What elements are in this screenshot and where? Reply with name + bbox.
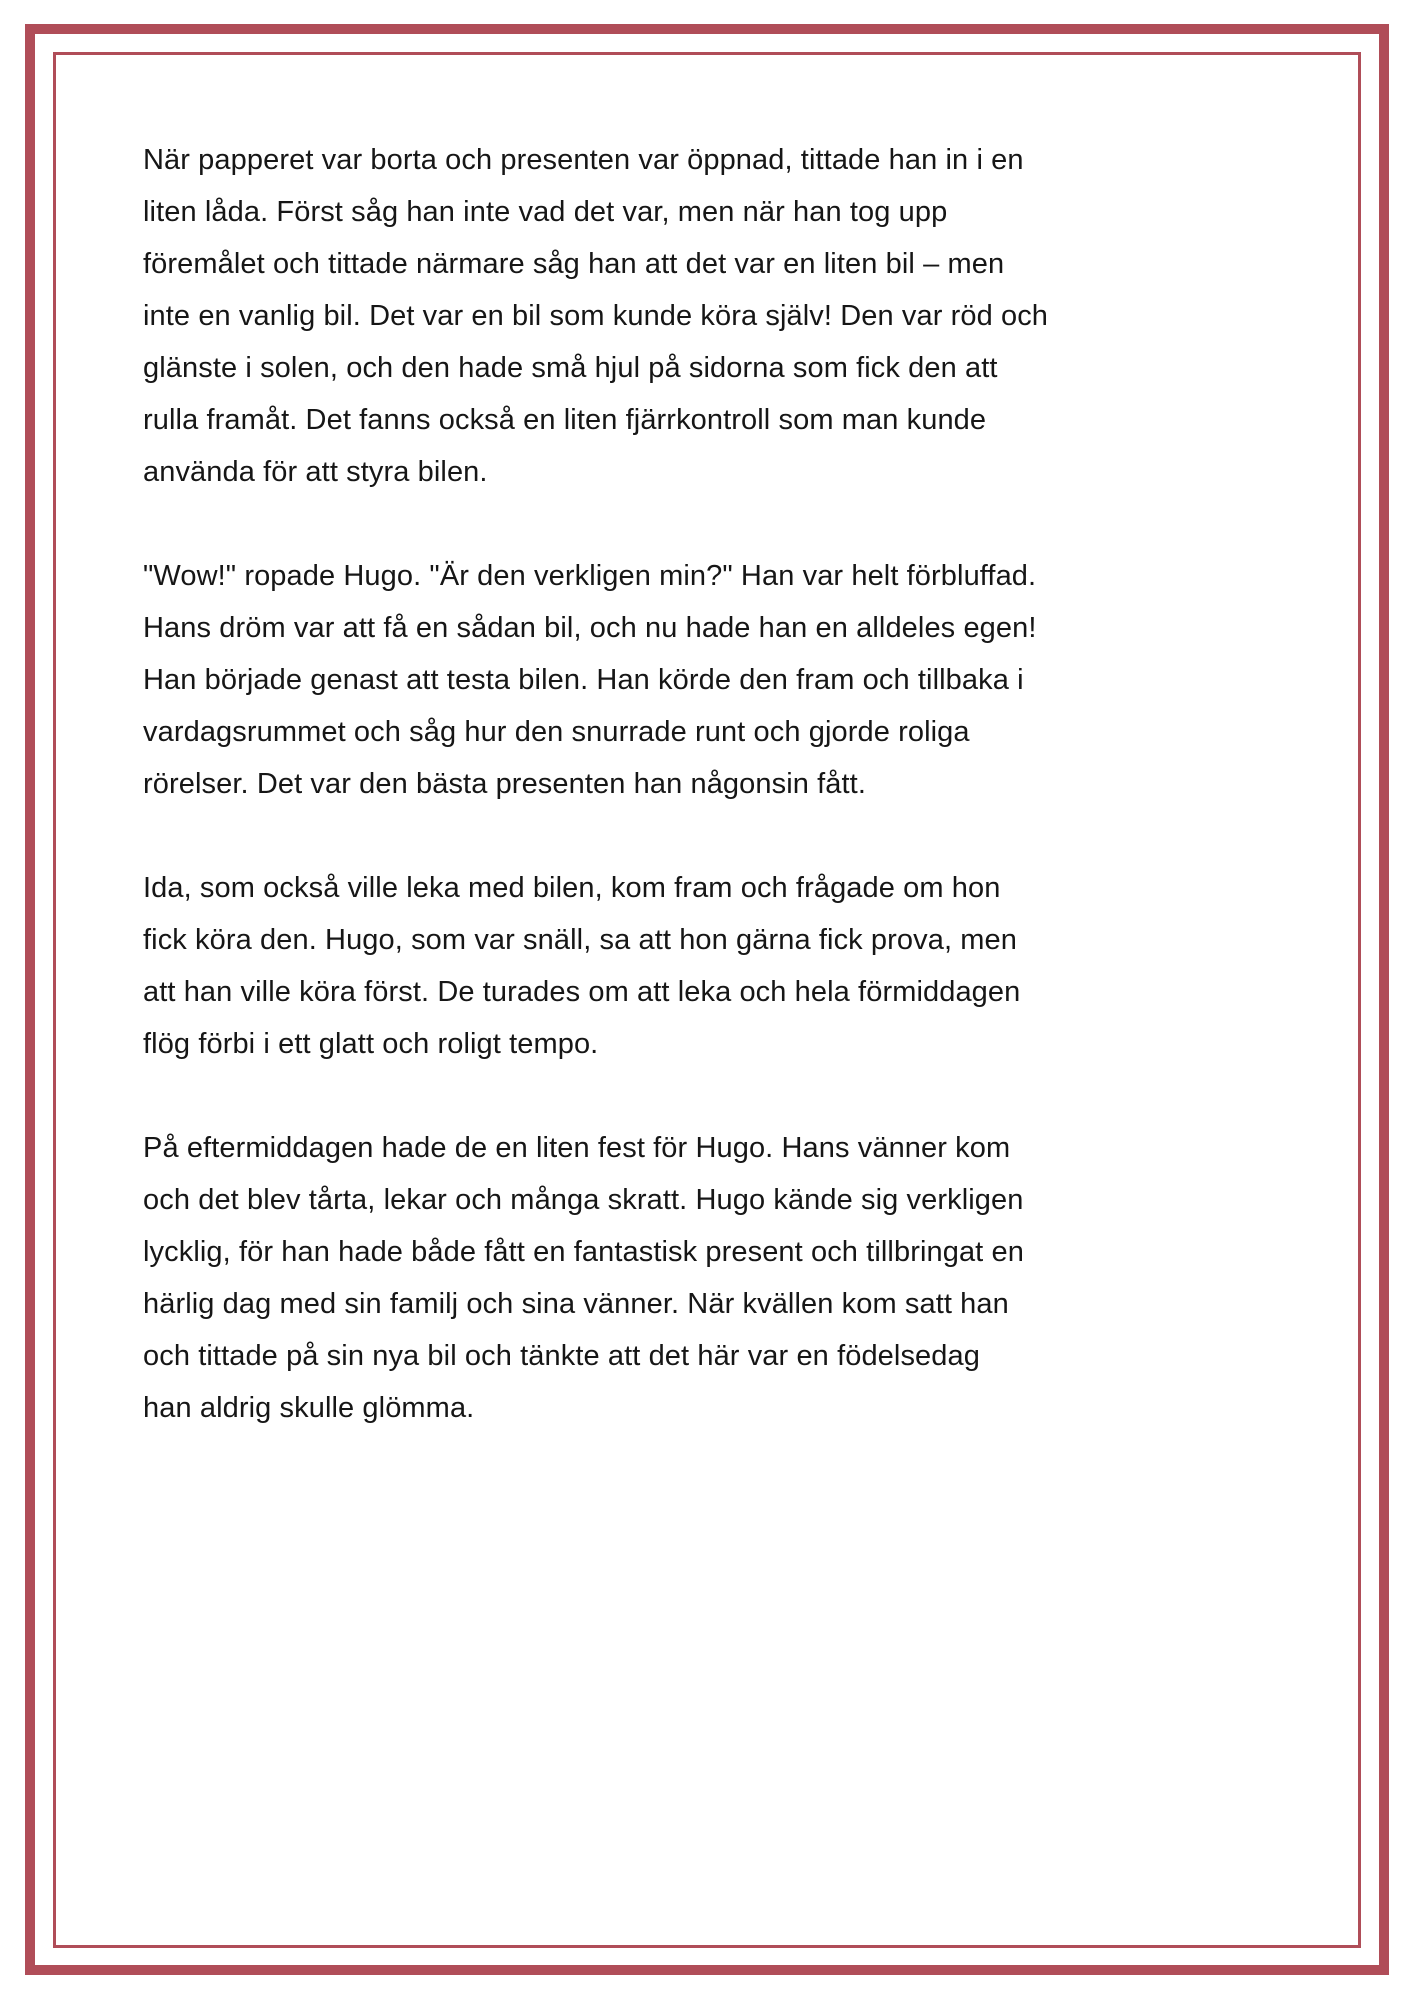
paragraph (143, 1122, 1294, 1434)
text-line: På eftermiddagen hade de en liten fest för Hugo. Hans vänner kom (143, 1132, 1011, 1164)
text-line: liten låda. Först såg han inte vad det var, men när han tog upp (143, 196, 948, 228)
text-line: vardagsrummet och såg hur den snurrade runt och gjorde roliga (143, 716, 970, 748)
story-text (143, 134, 1294, 1434)
text-line: använda för att styra bilen. (143, 456, 488, 488)
text-line: Hans dröm var att få en sådan bil, och nu hade han en alldeles egen! (143, 612, 1037, 644)
text-line: rulla framåt. Det fanns också en liten fjärrkontroll som man kunde (143, 404, 987, 436)
text-line: och tittade på sin nya bil och tänkte att det här var en födelsedag (143, 1340, 980, 1372)
text-line: och det blev tårta, lekar och många skratt. Hugo kände sig verkligen (143, 1184, 1024, 1216)
text-line: När papperet var borta och presenten var öppnad, tittade han in i en (143, 144, 1024, 176)
text-line: Ida, som också ville leka med bilen, kom fram och frågade om hon (143, 872, 1001, 904)
text-line: rörelser. Det var den bästa presenten han någonsin fått. (143, 768, 866, 800)
text-line: flög förbi i ett glatt och roligt tempo. (143, 1028, 599, 1060)
text-line: han aldrig skulle glömma. (143, 1392, 475, 1424)
text-line: att han ville köra först. De turades om att leka och hela förmiddagen (143, 976, 1021, 1008)
paragraph (143, 550, 1294, 810)
text-line: lycklig, för han hade både fått en fantastisk present och tillbringat en (143, 1236, 1024, 1268)
text-line: glänste i solen, och den hade små hjul på sidorna som fick den att (143, 352, 998, 384)
text-line: Han började genast att testa bilen. Han körde den fram och tillbaka i (143, 664, 1024, 696)
paragraph (143, 862, 1294, 1070)
text-line: inte en vanlig bil. Det var en bil som kunde köra själv! Den var röd och (143, 300, 1049, 332)
text-line: fick köra den. Hugo, som var snäll, sa att hon gärna fick prova, men (143, 924, 1017, 956)
text-line: föremålet och tittade närmare såg han att det var en liten bil – men (143, 248, 1005, 280)
text-line: "Wow!" ropade Hugo. "Är den verkligen min?" Han var helt förbluffad. (143, 560, 1037, 592)
text-line: härlig dag med sin familj och sina vänner. När kvällen kom satt han (143, 1288, 1009, 1320)
paragraph (143, 134, 1294, 498)
